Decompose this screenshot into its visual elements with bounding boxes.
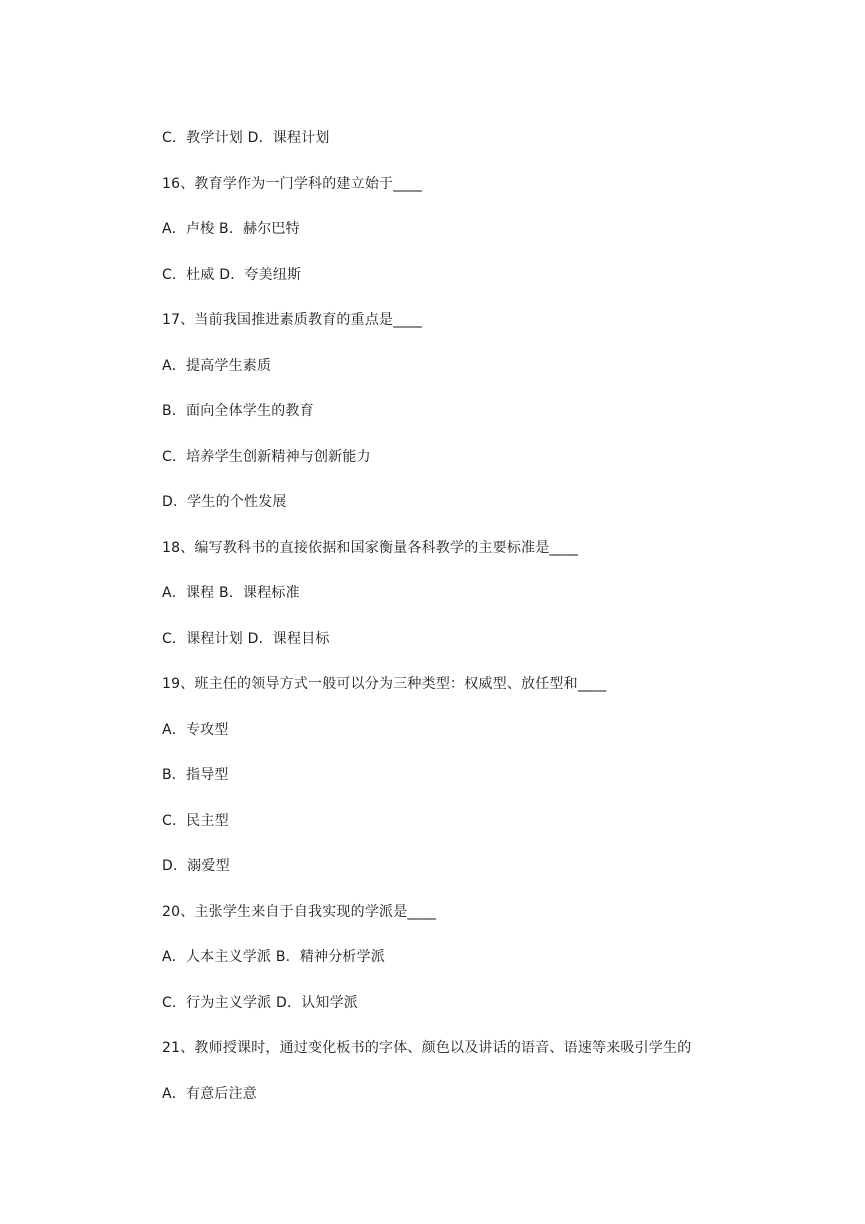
option-line: B．指导型 bbox=[162, 767, 229, 783]
option-line: A．专攻型 bbox=[162, 722, 229, 738]
option-line: A．卢梭 B．赫尔巴特 bbox=[162, 221, 300, 237]
option-line: D．学生的个性发展 bbox=[162, 494, 287, 510]
option-line: C．教学计划 D．课程计划 bbox=[162, 130, 330, 146]
option-line: C．行为主义学派 D．认知学派 bbox=[162, 995, 359, 1011]
option-line: C．民主型 bbox=[162, 813, 229, 829]
option-line: A．人本主义学派 B．精神分析学派 bbox=[162, 949, 386, 965]
option-line: D．溺爱型 bbox=[162, 858, 230, 874]
option-line: A．课程 B．课程标准 bbox=[162, 585, 300, 601]
option-line: A．提高学生素质 bbox=[162, 358, 272, 374]
question-21: 21、教师授课时，通过变化板书的字体、颜色以及讲话的语音、语速等来吸引学生的 bbox=[162, 1040, 692, 1056]
question-20: 20、主张学生来自于自我实现的学派是____ bbox=[162, 904, 437, 920]
option-line: C．课程计划 D．课程目标 bbox=[162, 631, 330, 647]
question-17: 17、当前我国推进素质教育的重点是____ bbox=[162, 312, 423, 328]
option-line: C．培养学生创新精神与创新能力 bbox=[162, 449, 371, 465]
question-18: 18、编写教科书的直接依据和国家衡量各科教学的主要标准是____ bbox=[162, 540, 579, 556]
option-line: A．有意后注意 bbox=[162, 1086, 257, 1102]
option-line: B．面向全体学生的教育 bbox=[162, 403, 314, 419]
question-16: 16、教育学作为一门学科的建立始于____ bbox=[162, 176, 423, 192]
question-19: 19、班主任的领导方式一般可以分为三种类型：权威型、放任型和____ bbox=[162, 676, 607, 692]
option-line: C．杜威 D．夸美纽斯 bbox=[162, 267, 302, 283]
